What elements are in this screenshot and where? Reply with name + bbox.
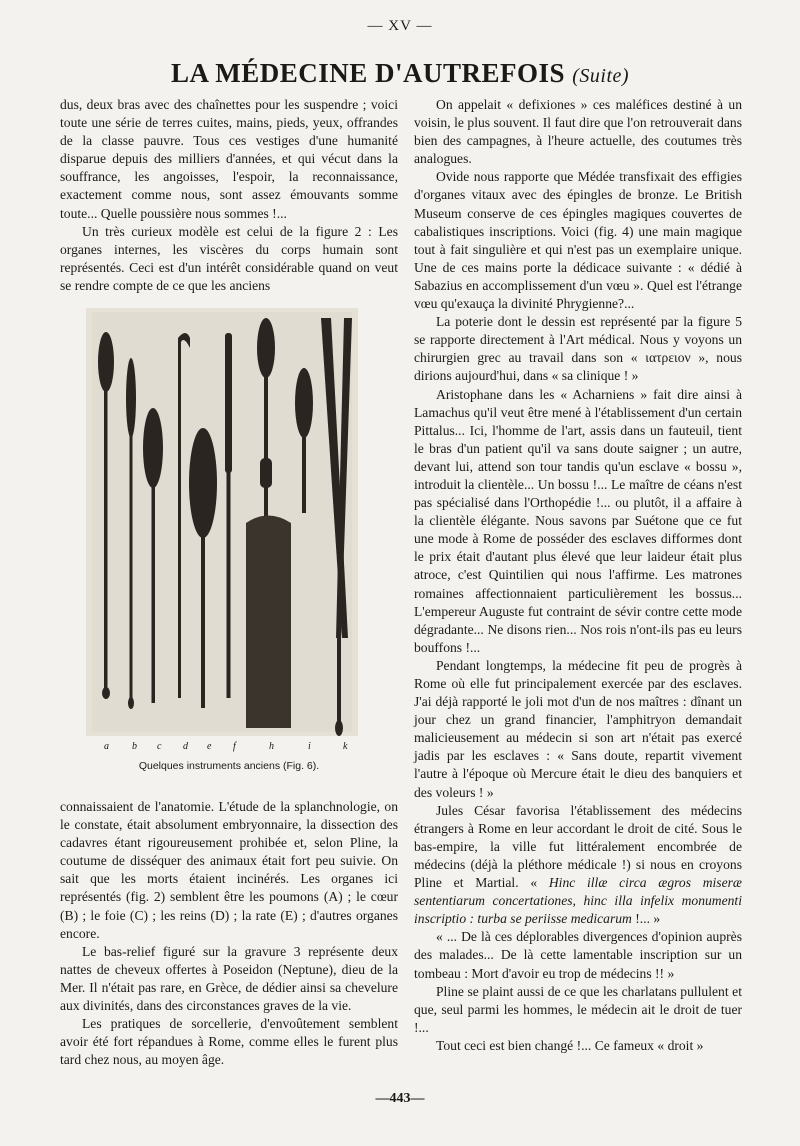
paragraph: On appelait « defixiones » ces maléfices destiné à un voisin, le plus souvent. Il faut dire que l'on retrouverait dans bien des campagnes, à l'heure actuelle, des coutumes très analogues. [414, 97, 742, 167]
figure-letter: h [269, 741, 274, 752]
figure-letter: c [157, 741, 162, 752]
paragraph: Les pratiques de sorcellerie, d'envoûtement semblent avoir été fort répandues à Rome, comme elles le furent plus tard chez nous, au moyen âge. [60, 1016, 398, 1068]
instruments-figure [86, 308, 358, 736]
figure-letter: f [233, 741, 236, 752]
paragraph: Tout ceci est bien changé !... Ce fameux « droit » [436, 1037, 704, 1053]
figure-letter: b [132, 741, 137, 752]
text: Jules César favorisa l'établissement des médecins étrangers à Rome en leur accordant le droit de cité. Sous le bas-empire, la ville fut littéralement encombrée de médecins (déjà la pléthore médicale !) si nous en croyons Pline et Martial. « [414, 802, 742, 891]
text: !... » [635, 911, 661, 927]
title-suite: (Suite) [572, 65, 630, 87]
title-main: LA MÉDECINE D'AUTREFOIS [170, 58, 565, 88]
figure-letter: i [308, 741, 311, 752]
paragraph: dus, deux bras avec des chaînettes pour les suspendre ; voici toute une série de terres cuites, mains, pieds, yeux, offrandes de la classe pauvre. Tous ces vestiges d'une humanité disparue depuis des milliers d'années, et qui vécut dans la souffrance, les angoisses, l'espoir, la reconnaissance, exactement comme nous, sont assez émouvants somme toute... Quelle poussière nous sommes !... [60, 97, 398, 221]
instruments-illustration [86, 308, 358, 736]
figure-letters [86, 741, 358, 755]
page-number: —443— [375, 1091, 425, 1106]
paragraph: « ... De là ces déplorables divergences d'opinion auprès des malades... De là cette lamentable inscription sur un tombeau : Mort d'avoir eu trop de médecins !! » [414, 929, 742, 981]
figure-letter: a [104, 741, 109, 752]
paragraph: Pendant longtemps, la médecine fit peu de progrès à Rome où elle fut principalement exercée par des esclaves. J'ai déjà rapporté le joli mot d'un de nos maîtres : dînant un jour chez un grand financier, l'amphitryon demandait malicieusement au médecin si son art n'était pas exercé jadis par les esclaves : « Sans doute, repartit vivement l'autre à l'époque où Mercure était le dieu des banquiers et des voleurs ! » [414, 657, 742, 800]
right-column [414, 96, 742, 1055]
section-number: — XV — [367, 18, 433, 34]
paragraph: La poterie dont le dessin est représenté par la figure 5 se rapporte directement à l'Art médical. Nous y voyons un chirurgien grec au travail dans son « ιατρειον », nous dirions aujourd'hui, dans « sa clinique ! » [414, 314, 742, 384]
paragraph: connaissaient de l'anatomie. L'étude de la splanchnologie, on le constate, était absolument embryonnaire, la dissection des cadavres étant rigoureusement prohibée et, selon Pline, la coutume de disséquer des animaux était fort peu suivie. On sait que les morts étaient incinérés. Les organes ici représentés (fig. 2) semblent être les poumons (A) ; le cœur (B) ; le foie (C) ; les reins (D) ; la rate (E) ; d'autres organes encore. [60, 799, 398, 941]
figure-letter: e [207, 741, 212, 752]
figure-caption: Quelques instruments anciens (Fig. 6). [138, 760, 320, 772]
paragraph: Le bas-relief figuré sur la gravure 3 représente deux nattes de cheveux offertes à Poseidon (Neptune), dieu de la Mer. Il n'était pas rare, en Grèce, de dédier ainsi sa chevelure aux divinités, dans des circonstances graves de la vie. [60, 943, 398, 1014]
paragraph: Pline se plaint aussi de ce que les charlatans pullulent et que, seul parmi les hommes, le médecin ait le droit de tuer !... [414, 983, 742, 1035]
page-title [0, 58, 800, 89]
figure-letter: k [343, 741, 348, 752]
left-column-bottom [60, 798, 398, 1069]
paragraph: Ovide nous rapporte que Médée transfixait des effigies d'organes vitaux avec des épingles de bronze. Le British Museum conserve de ces épingles magiques couvertes de cabalistiques inscriptions. Voici (fig. 4) une main magique tout à fait singulière et qui n'est pas un exemplaire unique. Une de ces mains porte la dédicace suivante : « dédié à Sabazius en accomplissement d'un vœu ». Quel est l'étrange vœu qu'exauça la divinité Phrygienne?... [414, 169, 742, 312]
left-column-top [60, 96, 398, 295]
figure-letter: d [183, 741, 188, 752]
paragraph: Un très curieux modèle est celui de la figure 2 : Les organes internes, les viscères du corps humain sont représentés. Ceci est d'un intérêt considérable quand on veut se rendre compte de ce que les anciens [60, 223, 398, 293]
paragraph: Aristophane dans les « Acharniens » fait dire ainsi à Lamachus qu'il veut être mené à l'établissement d'un certain Pittalus... Ici, l'homme de l'art, assis dans un fauteuil, tient le bras d'un patient qu'il va sans doute saigner ; un autre, devant lui, attend son tour tandis qu'un esclave « bossu », introduit la clientèle... Un bossu !... Le maître de céans n'est pas spécialisé dans l'Orthopédie !... ou plutôt, il a affaire à la clientèle élégante. Nous savons par Suétone que ce fut une mode à Rome de posséder des esclaves difformes dont le prix était d'autant plus élevé que leur laideur était plus atroce, c'est Quintilien qui nous l'affirme. Les matrones romaines affectionnaient particulièrement les bossus... L'empereur Auguste fut contraint de sévir contre cette mode dégradante... Ne disons rien... Nos rois n'ont-ils pas eu leurs bouffons !... [414, 386, 742, 655]
latin-quote: Hinc illæ circa ægros miseræ sententiarum concertationes, hinc illa infelix monumenti inscriptio : turba se periisse medicarum [414, 875, 742, 927]
paragraph [414, 802, 742, 929]
